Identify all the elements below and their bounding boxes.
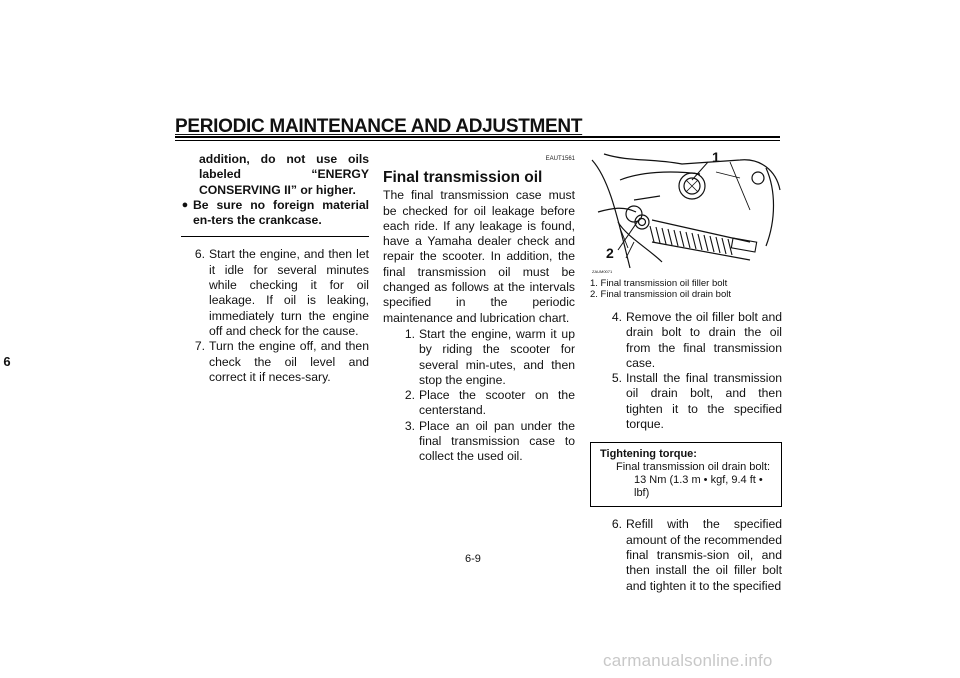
step-text: Install the final transmission oil drain bolt, and then tighten it to the specified torque.: [626, 371, 782, 432]
procedure-step: [590, 310, 782, 371]
page-number: 6-9: [465, 553, 481, 565]
watermark-text: carmanualsonline.info: [603, 651, 773, 670]
page-header-title: PERIODIC MAINTENANCE AND ADJUSTMENT: [175, 116, 583, 137]
step-number: 3.: [404, 418, 415, 433]
step-text: Refill with the specified amount of the recommended final transmis-sion oil, and then install the oil filler bolt and tighten it to the specified: [626, 517, 782, 593]
torque-item: Final transmission oil drain bolt:: [616, 461, 771, 474]
step-text: Remove the oil filler bolt and drain bolt to drain the oil from the final transmission case.: [626, 310, 782, 370]
caption-line: 1. Final transmission oil filler bolt: [590, 278, 728, 289]
figure-captions: [590, 278, 782, 300]
callout-2: 2: [606, 245, 614, 261]
callout-1: 1: [712, 149, 720, 165]
procedure-step: [383, 419, 575, 465]
caution-bullet-item: [177, 198, 369, 229]
step-number: 6.: [611, 517, 622, 532]
section-title: Final transmission oil: [383, 169, 543, 187]
step-text: Place an oil pan under the final transmission case to collect the used oil.: [419, 418, 575, 464]
step-number: 5.: [611, 371, 622, 386]
torque-value: 13 Nm (1.3 m • kgf, 9.4 ft • lbf): [634, 474, 763, 500]
step-text: Turn the engine off, and then check the oil level and correct it if neces-sary.: [209, 339, 369, 384]
caution-end-rule: [181, 236, 369, 237]
step-number: 4.: [611, 310, 622, 324]
procedure-step: [383, 388, 575, 419]
procedure-step: [383, 327, 575, 388]
header-rule: [175, 136, 780, 138]
procedure-step: [590, 371, 782, 432]
column-2: [383, 152, 575, 465]
column-1: [177, 152, 369, 385]
procedure-step: [177, 247, 369, 339]
doc-code: EAUT1561: [545, 156, 575, 162]
figure-code: ZAUM0071: [592, 269, 613, 274]
transmission-case-illustration: [590, 150, 782, 272]
bullet-icon: ●: [181, 198, 189, 211]
header-rule-thin: [175, 140, 780, 141]
step-text: Place the scooter on the centerstand.: [419, 388, 575, 418]
torque-title: Tightening torque:: [600, 448, 697, 461]
caution-text: addition, do not use oils labeled “ENERGY CONSERVING II” or higher.: [199, 152, 369, 197]
step-number: 1.: [404, 326, 415, 341]
intro-paragraph: The final transmission case must be checked for oil leakage before each ride. If any leakage is found, have a Yamaha dealer check and repair the scooter. In addition, the final transmission oil must be changed as follows at the intervals specified in the periodic maintenance and lubrication chart.: [383, 188, 575, 325]
column-3: [590, 149, 782, 594]
caution-bullet-text: Be sure no foreign material en-ters the crankcase.: [193, 197, 369, 228]
caption-line: 2. Final transmission oil drain bolt: [590, 289, 731, 300]
tightening-torque-box: [590, 442, 782, 507]
step-number: 6.: [194, 247, 205, 262]
chapter-tab-number: 6: [3, 354, 11, 369]
procedure-step: [177, 339, 369, 385]
step-number: 2.: [404, 388, 415, 403]
step-text: Start the engine, warm it up by riding the scooter for several min-utes, and then stop the engine.: [419, 326, 575, 387]
procedure-step: [590, 517, 782, 593]
transmission-case-figure: [590, 150, 782, 272]
step-text: Start the engine, and then let it idle for several minutes while checking it for oil leakage. If oil is leaking, immediately turn the engine off and check for the cause.: [209, 247, 369, 338]
step-number: 7.: [194, 339, 205, 354]
